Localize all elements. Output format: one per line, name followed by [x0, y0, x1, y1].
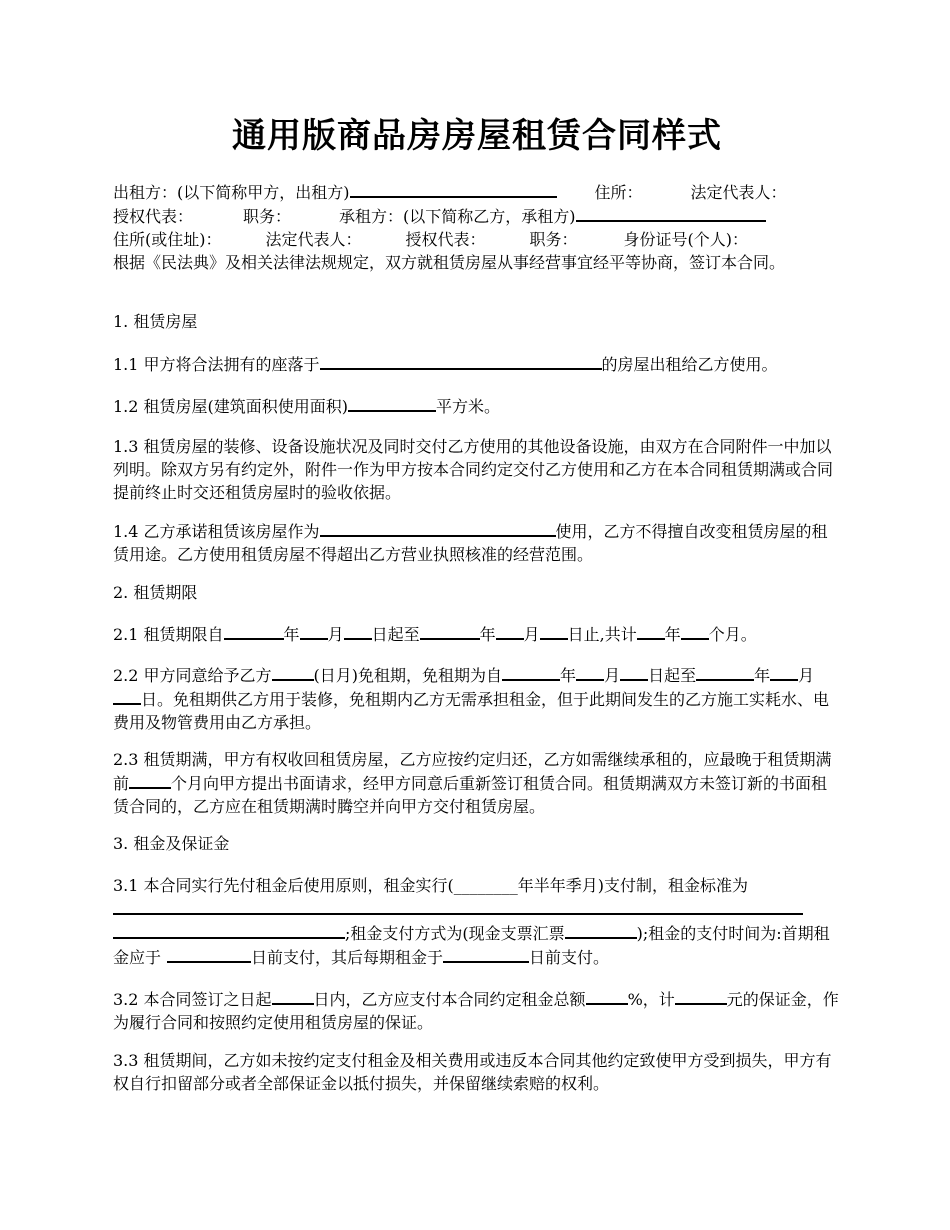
- clause-1-1-text-b: 的房屋出租给乙方使用。: [601, 355, 778, 374]
- clause-2-1-text: 2.1 租赁期限自: [113, 625, 224, 644]
- month-label: 月: [798, 666, 815, 685]
- clause-1-4-text-a: 1.4 乙方承诺租赁该房屋作为: [113, 522, 320, 541]
- end-year-blank: [420, 622, 480, 640]
- clause-3-1-text-e: 日前支付，其后每期租金于: [251, 948, 444, 967]
- section-1-heading: 1. 租赁房屋: [113, 312, 198, 331]
- clause-3-2: [113, 987, 841, 1034]
- year-label: 年: [560, 666, 577, 685]
- deposit-days-blank: [272, 987, 314, 1005]
- total-years-blank: [637, 622, 665, 640]
- notice-months-blank: [129, 771, 171, 789]
- month-label: 月: [327, 625, 344, 644]
- clause-1-2-text-b: 平方米。: [436, 397, 501, 416]
- clause-1-1: [113, 352, 841, 376]
- start-day-blank: [344, 622, 372, 640]
- clause-2-3: [113, 748, 841, 818]
- lessee-label: 承租方：(以下简称乙方，承租方): [339, 207, 576, 226]
- year-label: 年: [754, 666, 771, 685]
- lessor-post-label: 职务：: [243, 207, 292, 226]
- clause-3-1-text-f: 日前支付。: [529, 948, 610, 967]
- lessee-rep-label: 法定代表人：: [265, 230, 362, 249]
- clause-2-2-text-c: 日。免租期供乙方用于装修，免租期内乙方无需承担租金，但于此期间发生的乙方施工实耗水、电费用及物管费用由乙方承担。: [113, 690, 830, 732]
- day-from-label: 日起至: [371, 625, 420, 644]
- clause-3-1-text-c: );租金的支付时间为:: [636, 924, 782, 943]
- free-start-month-blank: [576, 663, 604, 681]
- end-month-blank: [496, 622, 524, 640]
- clause-2-2: [113, 663, 841, 734]
- section-2-heading: 2. 租赁期限: [113, 583, 198, 602]
- lessee-id-label: 身份证号(个人)：: [623, 230, 749, 249]
- lessee-agent-label: 授权代表：: [405, 230, 486, 249]
- day-until-label: 日止,共计: [567, 625, 637, 644]
- free-end-month-blank: [770, 663, 798, 681]
- deposit-percent-blank: [586, 987, 628, 1005]
- month-label: 月: [523, 625, 540, 644]
- intro-text: 根据《民法典》及相关法律法规规定，双方就租赁房屋从事经营事宜经平等协商，签订本合同。: [113, 253, 786, 272]
- period-payment-blank: [443, 945, 529, 963]
- clause-1-3: 1.3 租赁房屋的装修、设备设施状况及同时交付乙方使用的其他设备设施，由双方在合同附件一中加以列明。除双方另有约定外，附件一作为甲方按本合同约定交付乙方使用和乙方在本合同租赁期满或合同提前终止时交还租赁房屋时的验收依据。: [113, 437, 834, 502]
- free-start-year-blank: [502, 663, 560, 681]
- lessor-agent-label: 授权代表：: [113, 207, 194, 226]
- free-period-blank: [272, 663, 314, 681]
- free-end-day-blank: [113, 687, 141, 705]
- total-months-blank: [681, 622, 709, 640]
- clause-2-3-text-a: 2.3 租赁期满，甲方有权收回租赁房屋，乙方应按约定归还，乙方如需继续承租的，应最晚于租赁期满前: [113, 750, 832, 793]
- clause-2-2-text-a: 2.2 甲方同意给予乙方: [113, 666, 272, 685]
- payment-method-blank: [565, 921, 637, 939]
- clause-1-4: [113, 519, 841, 566]
- year-label: 年: [283, 625, 300, 644]
- month-label: 月: [604, 666, 621, 685]
- year-label: 年: [479, 625, 496, 644]
- lessee-post-label: 职务：: [529, 230, 578, 249]
- clause-2-2-text-b: (日月)免租期，免租期为自: [313, 666, 503, 685]
- lessee-address-label: 住所(或住址)：: [113, 230, 222, 249]
- clause-3-1: [113, 874, 841, 969]
- clause-2-3-text-b: 个月向甲方提出书面请求，经甲方同意后重新签订租赁合同。租赁期满双方未签订新的书面租赁合同的，乙方应在租赁期满时腾空并向甲方交付租赁房屋。: [113, 774, 828, 816]
- free-end-year-blank: [696, 663, 754, 681]
- deposit-amount-blank: [675, 987, 727, 1005]
- lessee-blank: [576, 204, 766, 222]
- clause-3-1-text-d: 首期租金应于: [113, 924, 830, 967]
- clause-1-2: [113, 394, 841, 418]
- lessor-rep-label: 法定代表人：: [690, 183, 787, 202]
- rent-standard-blank-cont: [113, 921, 345, 939]
- free-start-day-blank: [620, 663, 648, 681]
- usage-blank: [320, 519, 556, 537]
- area-blank: [348, 394, 436, 412]
- location-blank: [320, 352, 602, 370]
- clause-3-3: 3.3 租赁期间，乙方如未按约定支付租金及相关费用或违反本合同其他约定致使甲方受到损失，甲方有权自行扣留部分或者全部保证金以抵付损失，并保留继续索赔的权利。: [113, 1051, 832, 1093]
- clause-1-2-text-a: 1.2 租赁房屋(建筑面积使用面积): [113, 397, 349, 416]
- rent-standard-blank: [113, 897, 803, 915]
- document-title: 通用版商品房房屋租赁合同样式: [232, 116, 722, 156]
- first-payment-blank: [167, 945, 251, 963]
- clause-3-2-text-b: 日内，乙方应支付本合同约定租金总额: [313, 990, 586, 1009]
- clause-3-1-text-a: 3.1 本合同实行先付租金后使用原则，租金实行(________年半年季月)支付制，租金标准为: [113, 876, 749, 895]
- lessor-address-label: 住所：: [594, 183, 643, 202]
- year-label: 年: [664, 625, 681, 644]
- lessor-blank: [350, 180, 557, 198]
- section-3-heading: 3. 租金及保证金: [113, 834, 230, 853]
- start-month-blank: [300, 622, 328, 640]
- months-total-label: 个月。: [708, 625, 757, 644]
- lessor-label: 出租方：(以下简称甲方，出租方): [113, 183, 350, 202]
- clause-1-4-text-b: 使用，乙方不得擅自改变租赁房屋的租赁用途。乙方使用租赁房屋不得超出乙方营业执照核准的经营范围。: [113, 522, 828, 564]
- parties-block: [113, 180, 841, 274]
- clause-2-1: [113, 622, 841, 646]
- clause-3-2-text-d: 元的保证金，作为履行合同和按照约定使用租赁房屋的保证。: [113, 990, 839, 1032]
- clause-3-2-text-c: %，计: [627, 990, 675, 1009]
- clause-3-1-text-b: ;租金支付方式为(现金支票汇票: [345, 924, 565, 943]
- end-day-blank: [540, 622, 568, 640]
- day-from-label: 日起至: [648, 666, 697, 685]
- clause-1-1-text-a: 1.1 甲方将合法拥有的座落于: [113, 355, 320, 374]
- start-year-blank: [224, 622, 284, 640]
- clause-3-2-text-a: 3.2 本合同签订之日起: [113, 990, 272, 1009]
